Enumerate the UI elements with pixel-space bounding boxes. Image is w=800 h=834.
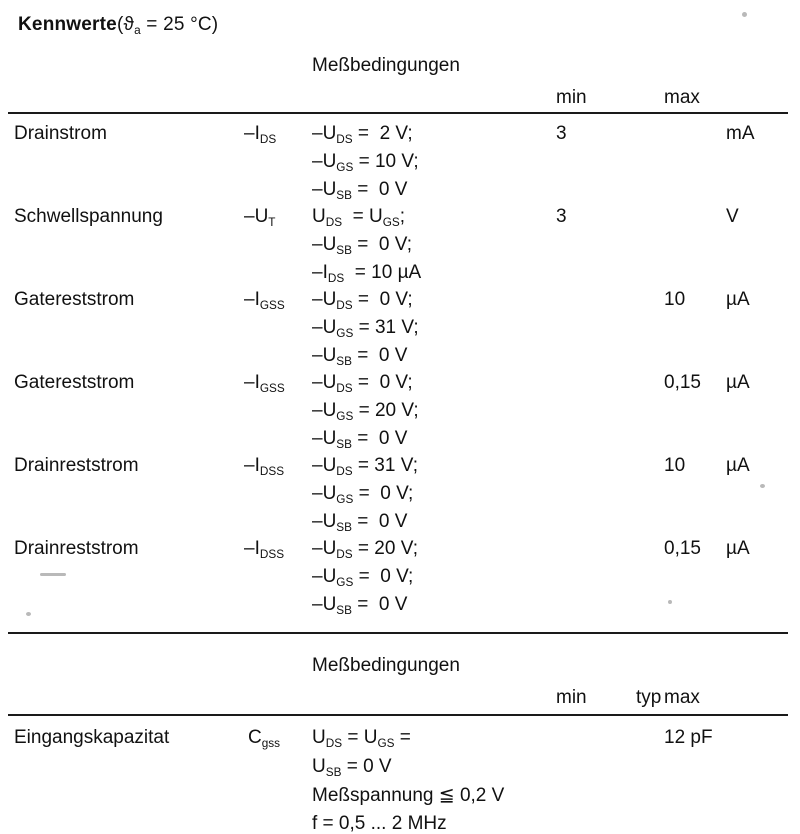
row-name: Drainreststrom: [14, 538, 139, 559]
row-condition-line: $-U_{DS} = 0$ V;: [312, 372, 413, 395]
row-max: 10: [664, 289, 686, 310]
row-condition-line: $-U_{GS} = 0$ V;: [312, 483, 414, 506]
table2-header-min: min: [556, 687, 587, 708]
row-max: 0,15: [664, 372, 701, 393]
row-max: 0,15: [664, 538, 701, 559]
row-unit: mA: [726, 123, 755, 144]
row-unit: µA: [726, 289, 750, 310]
scan-speck: [742, 12, 747, 17]
row-condition-line: $U_{DS} = U_{GS}$;: [312, 206, 406, 229]
page-title-text: Kennwerte: [18, 14, 117, 35]
scan-speck: [668, 600, 672, 604]
row-unit: µA: [726, 372, 750, 393]
row-name: Gatereststrom: [14, 289, 135, 310]
row-symbol: $C_{gss}$: [248, 727, 281, 750]
row-symbol: $-U_T$: [244, 206, 276, 229]
row-max: 12 pF: [664, 727, 713, 748]
row-condition-line: $-U_{DS} = 0$ V;: [312, 289, 413, 312]
row-symbol: $-I_{DSS}$: [244, 538, 285, 561]
row-name: Schwellspannung: [14, 206, 163, 227]
row-condition-line: $-U_{GS} = 20$ V;: [312, 400, 419, 423]
row-unit: V: [726, 206, 739, 227]
table2-top-rule: [8, 714, 788, 716]
row-condition-line: $-U_{DS} = 2$ V;: [312, 123, 413, 146]
row-condition-line: $-U_{GS} = 10$ V;: [312, 151, 419, 174]
page-title-condition: ($ϑ_a = 25$ °C): [116, 14, 219, 37]
row-min: 3: [556, 206, 567, 227]
row-symbol: $-I_{DS}$: [244, 123, 277, 146]
row-condition-line: $-U_{DS} = 31$ V;: [312, 455, 418, 478]
row-name: Eingangskapazitat: [14, 727, 170, 748]
row-condition-line: $-U_{SB} = 0$ V: [312, 345, 408, 368]
table2-header-max: max: [664, 687, 700, 708]
row-condition-line: $-U_{SB} = 0$ V: [312, 428, 408, 451]
row-symbol: $-I_{GSS}$: [244, 289, 285, 312]
table1-header-conditions: Meßbedingungen: [312, 55, 460, 76]
row-condition-line: $-U_{SB} = 0$ V: [312, 594, 408, 617]
row-condition-line: Meßspannung ≦ 0,2 V: [312, 785, 505, 806]
row-unit: µA: [726, 455, 750, 476]
row-name: Drainreststrom: [14, 455, 139, 476]
row-condition-line: f = 0,5 ... 2 MHz: [312, 813, 447, 834]
row-condition-line: $-U_{DS} = 20$ V;: [312, 538, 418, 561]
scan-speck: [26, 612, 31, 616]
page-title: [18, 14, 218, 36]
table1-header-max: max: [664, 87, 700, 108]
row-condition-line: $-I_{DS} = 10$ µA: [312, 262, 422, 285]
table1-top-rule: [8, 112, 788, 114]
row-name: Gatereststrom: [14, 372, 135, 393]
table1-bottom-rule: [8, 632, 788, 634]
row-condition-line: $-U_{SB} = 0$ V: [312, 179, 408, 202]
scan-speck: [760, 484, 765, 488]
row-symbol: $-I_{GSS}$: [244, 372, 285, 395]
row-condition-line: $-U_{SB} = 0$ V;: [312, 234, 413, 257]
table2-header-conditions: Meßbedingungen: [312, 655, 460, 676]
row-condition-line: $-U_{GS} = 0$ V;: [312, 566, 414, 589]
row-condition-line: $-U_{SB} = 0$ V: [312, 511, 408, 534]
table1-header-min: min: [556, 87, 587, 108]
scan-speck: [40, 573, 66, 576]
row-min: 3: [556, 123, 567, 144]
row-max: 10: [664, 455, 686, 476]
row-symbol: $-I_{DSS}$: [244, 455, 285, 478]
row-condition-line: $-U_{GS} = 31$ V;: [312, 317, 419, 340]
table2-header-typ: typ: [636, 687, 662, 708]
row-unit: µA: [726, 538, 750, 559]
row-condition-line: $U_{DS} = U_{GS}$ =: [312, 727, 411, 750]
row-condition-line: $U_{SB} = 0$ V: [312, 756, 392, 779]
row-name: Drainstrom: [14, 123, 107, 144]
